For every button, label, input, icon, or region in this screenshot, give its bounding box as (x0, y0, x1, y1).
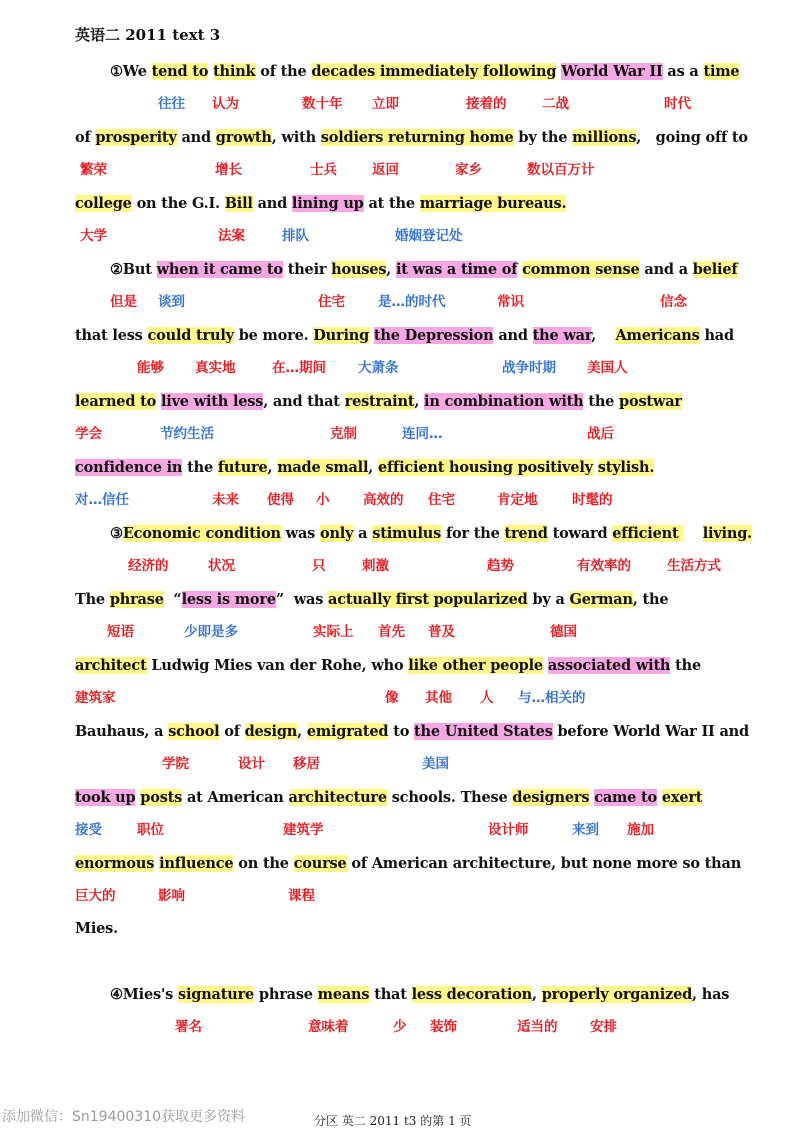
text-segment: ①We (110, 63, 152, 80)
highlighted-phrase: stimulus (372, 525, 442, 542)
highlighted-phrase: postwar (619, 393, 682, 410)
chinese-annotation: 返回 (372, 162, 399, 178)
chinese-annotation: 士兵 (310, 162, 337, 178)
text-segment: of American architecture, but none more so than (346, 855, 742, 872)
text-segment: of (75, 129, 96, 146)
chinese-annotation: 设计 (238, 756, 265, 772)
english-line (75, 787, 702, 809)
highlighted-phrase: Americans (615, 327, 700, 344)
text-segment: “ (163, 591, 182, 608)
highlighted-phrase: efficient (612, 525, 684, 542)
chinese-annotation: 信念 (660, 294, 687, 310)
chinese-annotation: 建筑学 (283, 822, 324, 838)
chinese-annotation: 与…相关的 (518, 690, 586, 706)
english-line (75, 589, 668, 611)
chinese-annotation: 二战 (542, 96, 569, 112)
english-line (110, 259, 737, 281)
highlighted-phrase: designers (512, 789, 590, 806)
highlighted-phrase: took up (75, 789, 136, 806)
chinese-annotation: 经济的 (128, 558, 169, 574)
text-segment: The (75, 591, 110, 608)
highlighted-phrase: common sense (522, 261, 640, 278)
text-segment: before World War II and (552, 723, 749, 740)
chinese-annotation: 署名 (175, 1019, 202, 1035)
highlighted-phrase: live with less (160, 393, 264, 410)
highlighted-phrase: means (317, 986, 370, 1003)
chinese-annotation: 克制 (330, 426, 357, 442)
chinese-annotation: 适当的 (517, 1019, 558, 1035)
english-line (75, 391, 682, 413)
text-segment: on the G.I. (131, 195, 225, 212)
chinese-annotation: 时代 (664, 96, 691, 112)
highlighted-phrase: the Depression (373, 327, 494, 344)
highlighted-phrase: stylish. (597, 459, 655, 476)
text-segment: as a (662, 63, 704, 80)
highlighted-phrase: Economic condition (122, 525, 281, 542)
text-segment: ②But (110, 261, 157, 278)
english-line (75, 457, 654, 479)
highlighted-phrase: posts (140, 789, 183, 806)
chinese-annotation: 意味着 (308, 1019, 349, 1035)
highlighted-phrase: confidence in (75, 459, 183, 476)
text-segment: ③ (110, 525, 123, 542)
highlighted-phrase: future (217, 459, 268, 476)
chinese-annotation: 大学 (80, 228, 107, 244)
chinese-annotation: 少 (393, 1019, 407, 1035)
chinese-annotation: 其他 (425, 690, 452, 706)
highlighted-phrase: prosperity (95, 129, 177, 146)
english-line (75, 918, 118, 940)
chinese-annotation: 婚姻登记处 (395, 228, 463, 244)
english-line (75, 127, 748, 149)
chinese-annotation: 学院 (162, 756, 189, 772)
text-segment: , (414, 393, 425, 410)
highlighted-phrase: in combination with (424, 393, 584, 410)
highlighted-phrase: houses (331, 261, 387, 278)
watermark-text: 添加微信：Sn19400310获取更多资料 (2, 1109, 246, 1125)
highlighted-phrase: trend (504, 525, 548, 542)
highlighted-phrase: school (168, 723, 220, 740)
chinese-annotation: 巨大的 (75, 888, 116, 904)
chinese-annotation: 未来 (212, 492, 239, 508)
chinese-annotation: 数十年 (302, 96, 343, 112)
chinese-annotation: 人 (480, 690, 494, 706)
text-segment: , (297, 723, 307, 740)
text-segment: be more. (233, 327, 314, 344)
highlighted-phrase: came to (594, 789, 657, 806)
highlighted-phrase: time (703, 63, 740, 80)
highlighted-phrase: actually first popularized (328, 591, 528, 608)
highlighted-phrase: course (293, 855, 347, 872)
highlighted-phrase: associated with (547, 657, 671, 674)
text-segment: , (386, 261, 396, 278)
text-segment: and (493, 327, 533, 344)
highlighted-phrase: the United States (414, 723, 553, 740)
highlighted-phrase: tend to (151, 63, 209, 80)
text-segment: had (699, 327, 734, 344)
highlighted-phrase: made small (277, 459, 369, 476)
chinese-annotation: 建筑家 (75, 690, 116, 706)
chinese-annotation: 住宅 (428, 492, 455, 508)
chinese-annotation: 只 (312, 558, 326, 574)
text-segment: by a (527, 591, 570, 608)
text-segment: and (252, 195, 292, 212)
chinese-annotation: 刺激 (362, 558, 389, 574)
text-segment: a (353, 525, 373, 542)
text-segment: their (282, 261, 332, 278)
highlighted-phrase: design (244, 723, 298, 740)
text-segment: for the (441, 525, 505, 542)
text-segment: , has (692, 986, 730, 1003)
text-segment: by the (513, 129, 573, 146)
chinese-annotation: 生活方式 (667, 558, 721, 574)
text-segment: to (388, 723, 415, 740)
text-segment: , (368, 459, 378, 476)
chinese-annotation: 移居 (293, 756, 320, 772)
highlighted-phrase: architect (75, 657, 147, 674)
chinese-annotation: 家乡 (455, 162, 482, 178)
english-line (75, 325, 734, 347)
chinese-annotation: 法案 (218, 228, 245, 244)
highlighted-phrase: growth (215, 129, 272, 146)
chinese-annotation: 繁荣 (80, 162, 107, 178)
english-line (75, 853, 741, 875)
chinese-annotation: 在…期间 (272, 360, 326, 376)
chinese-annotation: 认为 (212, 96, 239, 112)
text-segment: , (267, 459, 278, 476)
chinese-annotation: 排队 (282, 228, 309, 244)
chinese-annotation: 增长 (215, 162, 242, 178)
text-segment: , (532, 986, 542, 1003)
text-segment: at American (182, 789, 289, 806)
highlighted-phrase: signature (178, 986, 255, 1003)
highlighted-phrase: enormous (75, 855, 155, 872)
text-segment: , going off to (636, 129, 748, 146)
chinese-annotation: 往往 (158, 96, 185, 112)
chinese-annotation: 大萧条 (358, 360, 399, 376)
highlighted-phrase: phrase (109, 591, 164, 608)
chinese-annotation: 对…信任 (75, 492, 129, 508)
chinese-annotation: 有效率的 (577, 558, 631, 574)
english-line (110, 523, 752, 545)
chinese-annotation: 课程 (288, 888, 315, 904)
chinese-annotation: 高效的 (363, 492, 404, 508)
highlighted-phrase: influence (159, 855, 234, 872)
highlighted-phrase: During (313, 327, 370, 344)
chinese-annotation: 学会 (75, 426, 102, 442)
text-segment: , and that (263, 393, 345, 410)
highlighted-phrase: think (213, 63, 256, 80)
text-segment: phrase (254, 986, 318, 1003)
text-segment: the (583, 393, 620, 410)
highlighted-phrase: less is more (181, 591, 276, 608)
text-segment: the (670, 657, 701, 674)
chinese-annotation: 肯定地 (497, 492, 538, 508)
chinese-annotation: 能够 (137, 360, 164, 376)
chinese-annotation: 战后 (587, 426, 614, 442)
chinese-annotation: 施加 (627, 822, 654, 838)
chinese-annotation: 德国 (550, 624, 577, 640)
highlighted-phrase: could truly (147, 327, 234, 344)
highlighted-phrase: World War II (561, 63, 663, 80)
highlighted-phrase: efficient housing positively (377, 459, 593, 476)
chinese-annotation: 节约生活 (160, 426, 214, 442)
chinese-annotation: 装饰 (430, 1019, 457, 1035)
chinese-annotation: 普及 (428, 624, 455, 640)
chinese-annotation: 是…的时代 (378, 294, 446, 310)
highlighted-phrase: like other people (408, 657, 543, 674)
highlighted-phrase: emigrated (306, 723, 389, 740)
highlighted-phrase: it was a time of (395, 261, 518, 278)
text-segment: was (280, 525, 320, 542)
text-segment: Ludwig Mies van der Rohe, who (146, 657, 409, 674)
chinese-annotation: 谈到 (158, 294, 185, 310)
highlighted-phrase: less decoration (411, 986, 533, 1003)
text-segment: of the (255, 63, 312, 80)
chinese-annotation: 真实地 (195, 360, 236, 376)
highlighted-phrase: marriage bureaus. (419, 195, 567, 212)
chinese-annotation: 美国人 (587, 360, 628, 376)
chinese-annotation: 状况 (208, 558, 235, 574)
chinese-annotation: 影响 (158, 888, 185, 904)
english-line (75, 721, 749, 743)
english-line (75, 193, 566, 215)
chinese-annotation: 短语 (107, 624, 134, 640)
page-footer: 分区 英二 2011 t3 的第 1 页 (314, 1114, 472, 1128)
highlighted-phrase: belief (692, 261, 738, 278)
highlighted-phrase: only (319, 525, 354, 542)
highlighted-phrase: soldiers returning home (320, 129, 514, 146)
highlighted-phrase: architecture (288, 789, 387, 806)
chinese-annotation: 美国 (422, 756, 449, 772)
english-line (110, 984, 729, 1006)
text-segment: the (182, 459, 218, 476)
highlighted-phrase: millions (572, 129, 637, 146)
highlighted-phrase: the war (532, 327, 592, 344)
highlighted-phrase: decades immediately following (311, 63, 557, 80)
chinese-annotation: 立即 (372, 96, 399, 112)
text-segment: , with (271, 129, 321, 146)
chinese-annotation: 战争时期 (502, 360, 556, 376)
text-segment: of (219, 723, 245, 740)
highlighted-phrase: college (75, 195, 132, 212)
highlighted-phrase: lining up (291, 195, 364, 212)
chinese-annotation: 来到 (572, 822, 599, 838)
chinese-annotation: 实际上 (313, 624, 354, 640)
text-segment: Bauhaus, a (75, 723, 169, 740)
text-segment: and a (639, 261, 693, 278)
text-segment: ” was (275, 591, 329, 608)
text-segment: Mies. (75, 920, 118, 937)
chinese-annotation: 职位 (137, 822, 164, 838)
text-segment: on the (233, 855, 294, 872)
chinese-annotation: 时髦的 (572, 492, 613, 508)
text-segment: ④Mies's (110, 986, 178, 1003)
chinese-annotation: 小 (316, 492, 330, 508)
document-title: 英语二 2011 text 3 (75, 26, 221, 44)
chinese-annotation: 少即是多 (184, 624, 238, 640)
highlighted-phrase: German (569, 591, 633, 608)
chinese-annotation: 住宅 (318, 294, 345, 310)
chinese-annotation: 安排 (590, 1019, 617, 1035)
text-segment: at the (363, 195, 420, 212)
chinese-annotation: 接着的 (466, 96, 507, 112)
text-segment: , the (632, 591, 669, 608)
text-segment: schools. These (386, 789, 513, 806)
highlighted-phrase: properly organized (541, 986, 693, 1003)
text-segment: that less (75, 327, 148, 344)
chinese-annotation: 数以百万计 (527, 162, 595, 178)
chinese-annotation: 接受 (75, 822, 102, 838)
english-line (75, 655, 701, 677)
text-segment: that (369, 986, 412, 1003)
text-segment: and (176, 129, 216, 146)
chinese-annotation: 常识 (497, 294, 524, 310)
chinese-annotation: 设计师 (488, 822, 529, 838)
chinese-annotation: 趋势 (487, 558, 514, 574)
text-segment (683, 525, 702, 542)
text-segment: toward (547, 525, 613, 542)
highlighted-phrase: restraint (344, 393, 415, 410)
highlighted-phrase: learned to (75, 393, 157, 410)
chinese-annotation: 使得 (267, 492, 294, 508)
text-segment (593, 459, 598, 476)
chinese-annotation: 首先 (378, 624, 405, 640)
chinese-annotation: 连同… (402, 426, 443, 442)
highlighted-phrase: exert (661, 789, 703, 806)
english-line (110, 61, 739, 83)
chinese-annotation: 但是 (110, 294, 137, 310)
highlighted-phrase: Bill (224, 195, 253, 212)
highlighted-phrase: when it came to (156, 261, 283, 278)
highlighted-phrase: living. (702, 525, 752, 542)
chinese-annotation: 像 (385, 690, 399, 706)
text-segment: , (591, 327, 616, 344)
